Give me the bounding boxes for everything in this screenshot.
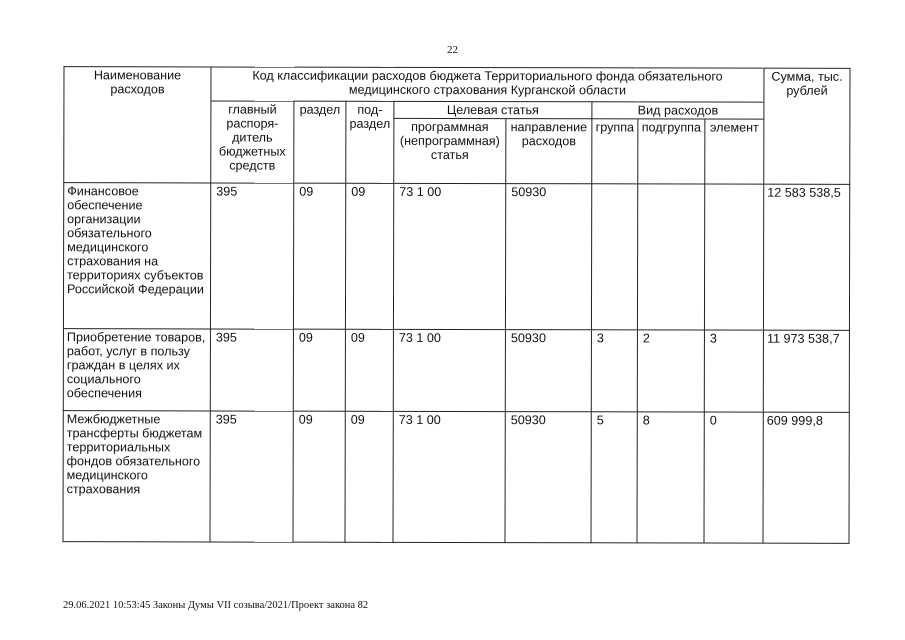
row-subsection: 09 (345, 411, 393, 542)
row-element: 3 (704, 330, 763, 412)
row-program: 73 1 00 (393, 329, 505, 411)
document-footer: 29.06.2021 10:53:45 Законы Думы VII созыва/2021/Проект закона 82 (63, 600, 369, 611)
header-expense-direction: направление расходов (506, 119, 592, 184)
row-chief: 395 (210, 329, 293, 411)
row-section: 09 (293, 411, 345, 542)
header-chief-administrator: главный распоря-дитель бюджетных средств (211, 101, 294, 183)
row-element: 0 (704, 412, 763, 543)
table-row (63, 411, 849, 544)
budget-classification-table (63, 66, 851, 544)
header-program-article: программная (непрограммная) статья (394, 118, 506, 183)
row-subsection: 09 (345, 329, 393, 411)
row-direction: 50930 (505, 184, 591, 330)
row-chief: 395 (210, 183, 293, 329)
row-direction: 50930 (505, 330, 591, 412)
row-name: Приобретение товаров, работ, услуг в пользу граждан в целях их социального обеспечения (63, 329, 210, 411)
row-subsection: 09 (345, 183, 393, 329)
header-element: элемент (705, 119, 764, 184)
row-amount: 609 999,8 (763, 412, 849, 543)
row-subgroup (637, 184, 704, 330)
row-direction: 50930 (505, 412, 591, 543)
header-section: раздел (294, 101, 346, 183)
row-chief: 395 (210, 411, 293, 542)
row-section: 09 (293, 329, 345, 411)
row-group (591, 184, 637, 330)
table-row (63, 183, 849, 331)
row-program: 73 1 00 (393, 411, 505, 542)
header-amount: Сумма, тыс. рублей (764, 68, 850, 184)
row-element (704, 184, 763, 330)
row-name: Финансовое обеспечение организации обязательного медицинского страхования на территориях субъектов Российской Федерации (63, 183, 210, 329)
header-expense-type: Вид расходов (592, 102, 764, 119)
row-name: Межбюджетные трансферты бюджетам территориальных фондов обязательного медицинского страхования (63, 411, 210, 542)
row-subgroup: 8 (637, 412, 704, 543)
row-amount: 12 583 538,5 (763, 184, 849, 330)
header-expense-name: Наименование расходов (64, 67, 211, 183)
header-group: группа (592, 119, 638, 184)
row-amount: 11 973 538,7 (763, 330, 849, 412)
page-number: 22 (447, 44, 458, 56)
header-subgroup: подгруппа (638, 119, 705, 184)
header-subsection: под-раздел (346, 101, 394, 183)
row-section: 09 (293, 183, 345, 329)
row-group: 5 (591, 412, 637, 543)
table-row (63, 329, 849, 413)
row-group: 3 (591, 330, 637, 412)
header-classification-code: Код классификации расходов бюджета Территориального фонда обязательного медицинского страхования Курганской области (211, 67, 764, 102)
row-program: 73 1 00 (393, 183, 505, 329)
header-target-article: Целевая статья (394, 101, 592, 118)
row-subgroup: 2 (637, 330, 704, 412)
